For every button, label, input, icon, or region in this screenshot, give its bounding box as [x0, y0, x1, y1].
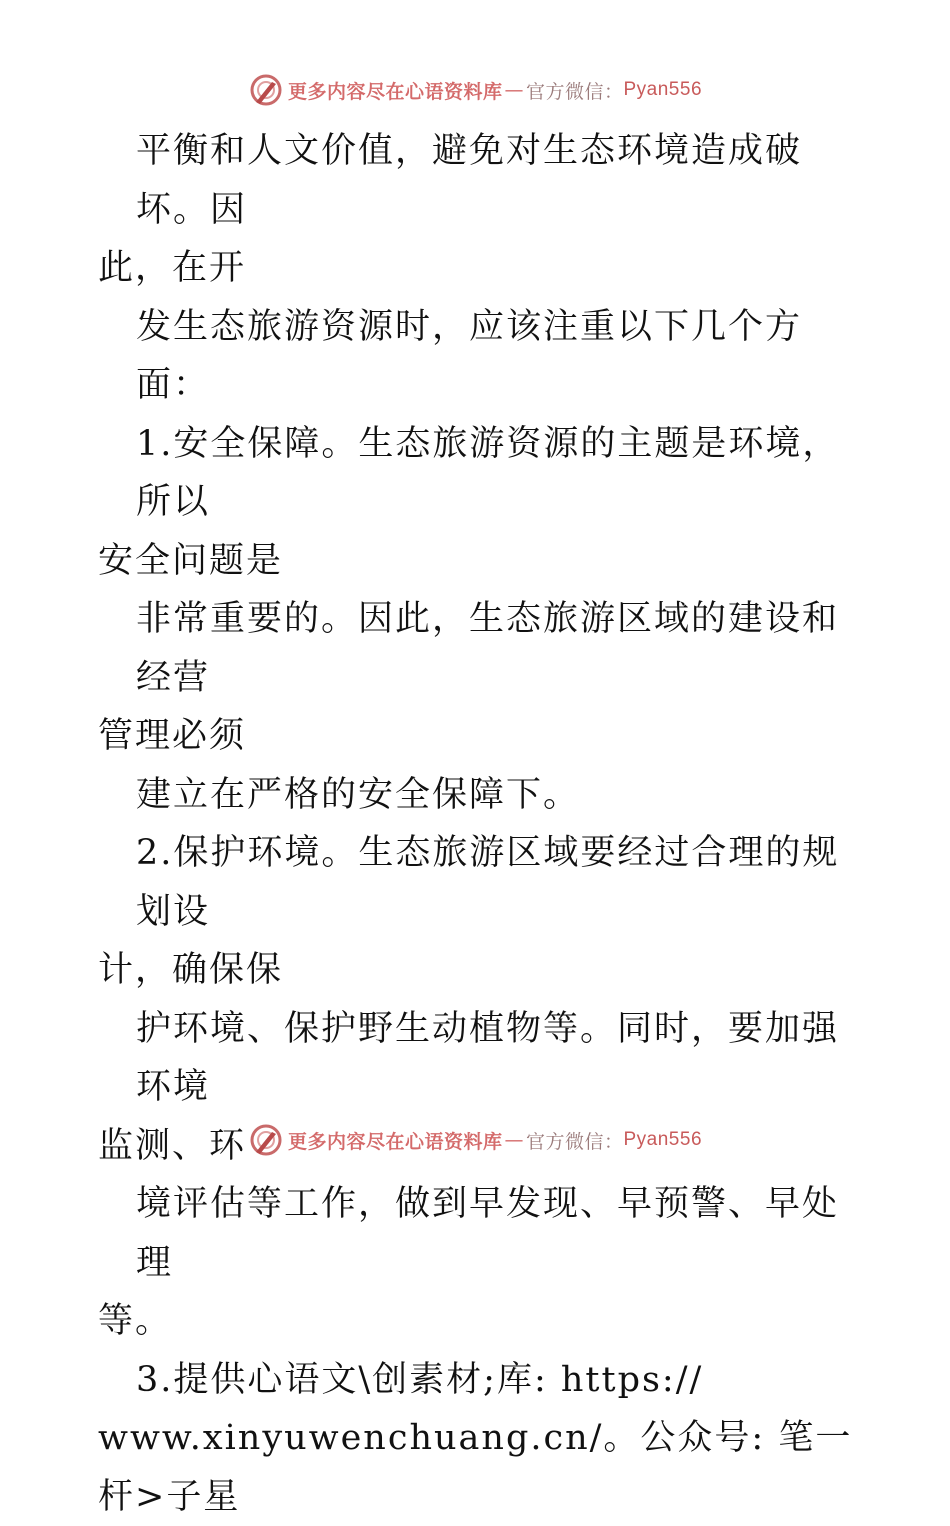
footer-site-name: 更多内容尽在心语资料库	[287, 1130, 503, 1153]
text-line: 1.安全保障。生态旅游资源的主题是环境，所以	[136, 423, 840, 522]
text-line: 安全问题是	[98, 540, 284, 581]
header-dash: —	[504, 79, 524, 101]
text-line: 计，确保保	[98, 950, 284, 990]
text-line: 境评估等工作，做到早发现、早预警、早处理	[136, 1184, 840, 1283]
text-line: 等。	[98, 1301, 173, 1341]
footer-watermark	[0, 1120, 950, 1160]
text-line: 平衡和人文价值，避免对生态环境造成破坏。因	[136, 131, 803, 230]
text-line: 护环境、保护野生动植物等。同时，要加强环境	[136, 1008, 840, 1107]
footer-wechat-id: Pyan556	[623, 1129, 703, 1150]
text-line: 建立在严格的安全保障下。	[136, 774, 581, 815]
text-line: 3.提供心语文\创素材;库: https://	[136, 1359, 704, 1400]
text-line: 发生态旅游资源时，应该注重以下几个方面：	[136, 306, 803, 405]
text-line: 监测、环	[98, 1125, 247, 1166]
pen-logo-icon	[248, 1122, 284, 1158]
header-wechat-label: 官方微信：	[525, 80, 624, 103]
header-watermark	[0, 70, 950, 110]
footer-dash: —	[504, 1129, 524, 1151]
header-wechat-id: Pyan556	[623, 79, 703, 100]
document-body	[98, 122, 858, 1526]
pen-logo-icon	[248, 72, 284, 108]
footer-wechat-label: 官方微信：	[525, 1130, 624, 1153]
header-site-name: 更多内容尽在心语资料库	[287, 80, 503, 103]
text-line: 2.保护环境。生态旅游区域要经过合理的规划设	[136, 833, 840, 932]
text-line: www.xinyuwenchuang.cn/。公众号: 笔一杆>子星	[98, 1418, 853, 1517]
text-line: 非常重要的。因此，生态旅游区域的建设和经营	[136, 599, 840, 698]
text-line: 管理必须	[98, 716, 247, 756]
text-line: 此，在开	[98, 248, 247, 288]
